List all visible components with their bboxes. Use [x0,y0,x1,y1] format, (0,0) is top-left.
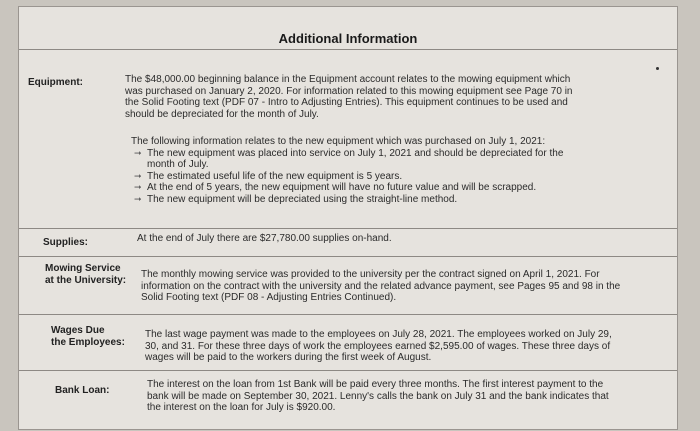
equipment-label: Equipment: [28,77,83,88]
additional-information-sheet [18,6,678,430]
bank-loan-text: The interest on the loan from 1st Bank will be paid every three months. The first interest payment to the bank will be made on September 30, 2021. Lenny's calls the bank on July 31 and the bank indicates that the interest on the loan for July is $920.00. [147,379,609,413]
wages-due-label [51,325,125,349]
equipment-paragraph-1: The $48,000.00 beginning balance in the Equipment account relates to the mowing equipment which was purchased on January 2, 2020. For information related to this mowing equipment see Page 70 in the Solid Footing text (PDF 07 - Intro to Adjusting Entries). This equipment continues to be used and should be depreciated for the month of July. [125,74,573,120]
bullet-text: The estimated useful life of the new equipment is 5 years. [147,170,403,182]
mowing-service-label [45,263,126,287]
bullet-item [131,182,591,194]
wages-label-line-1: Wages Due [51,325,105,336]
arrow-icon: ➞ [134,182,142,192]
wages-label-line-2: the Employees: [51,337,125,348]
bank-loan-label: Bank Loan: [55,385,110,396]
arrow-icon: ➞ [134,170,142,181]
mowing-service-section [19,257,677,315]
section-title: Additional Information [278,31,418,46]
bullet-text: The new equipment was placed into service on July 1, 2021 and should be depreciated for the month of July. [147,147,564,170]
equipment-text [125,74,580,120]
equipment-section [19,49,677,229]
mowing-label-line-1: Mowing Service [45,263,121,274]
arrow-icon: ➞ [134,147,142,158]
bullet-text: The new equipment will be depreciated using the straight-line method. [147,193,458,205]
new-equipment-text [131,136,591,205]
arrow-icon: ➞ [134,193,142,204]
bank-loan-section [19,371,677,431]
bullet-text: At the end of 5 years, the new equipment will have no future value and will be scrapped. [147,182,537,193]
equipment-paragraph-2: The following information relates to the new equipment which was purchased on July 1, 2021: [131,136,546,147]
supplies-section [19,229,677,257]
bullet-item [131,194,591,206]
equipment-bullet-list [131,148,591,206]
supplies-text: At the end of July there are $27,780.00 supplies on-hand. [137,233,392,244]
mowing-service-text: The monthly mowing service was provided to the university per the contract signed on April 1, 2021. For information on the contract with the university and the related advance payment, see Pages 95 and 98 in the Solid Footing text (PDF 08 - Adjusting Entries Continued). [141,269,621,303]
bullet-item [131,171,591,183]
supplies-label: Supplies: [43,237,89,248]
title-row [19,7,677,50]
wages-due-text: The last wage payment was made to the employees on July 28, 2021. The employees worked on July 29, 30, and 31. For these three days of work the employees earned $2,595.00 of wages. These three days of wages will be paid to the workers during the first week of August. [145,329,612,363]
mowing-label-line-2: at the University: [45,275,127,286]
wages-due-section [19,315,677,371]
bullet-item [131,148,591,171]
